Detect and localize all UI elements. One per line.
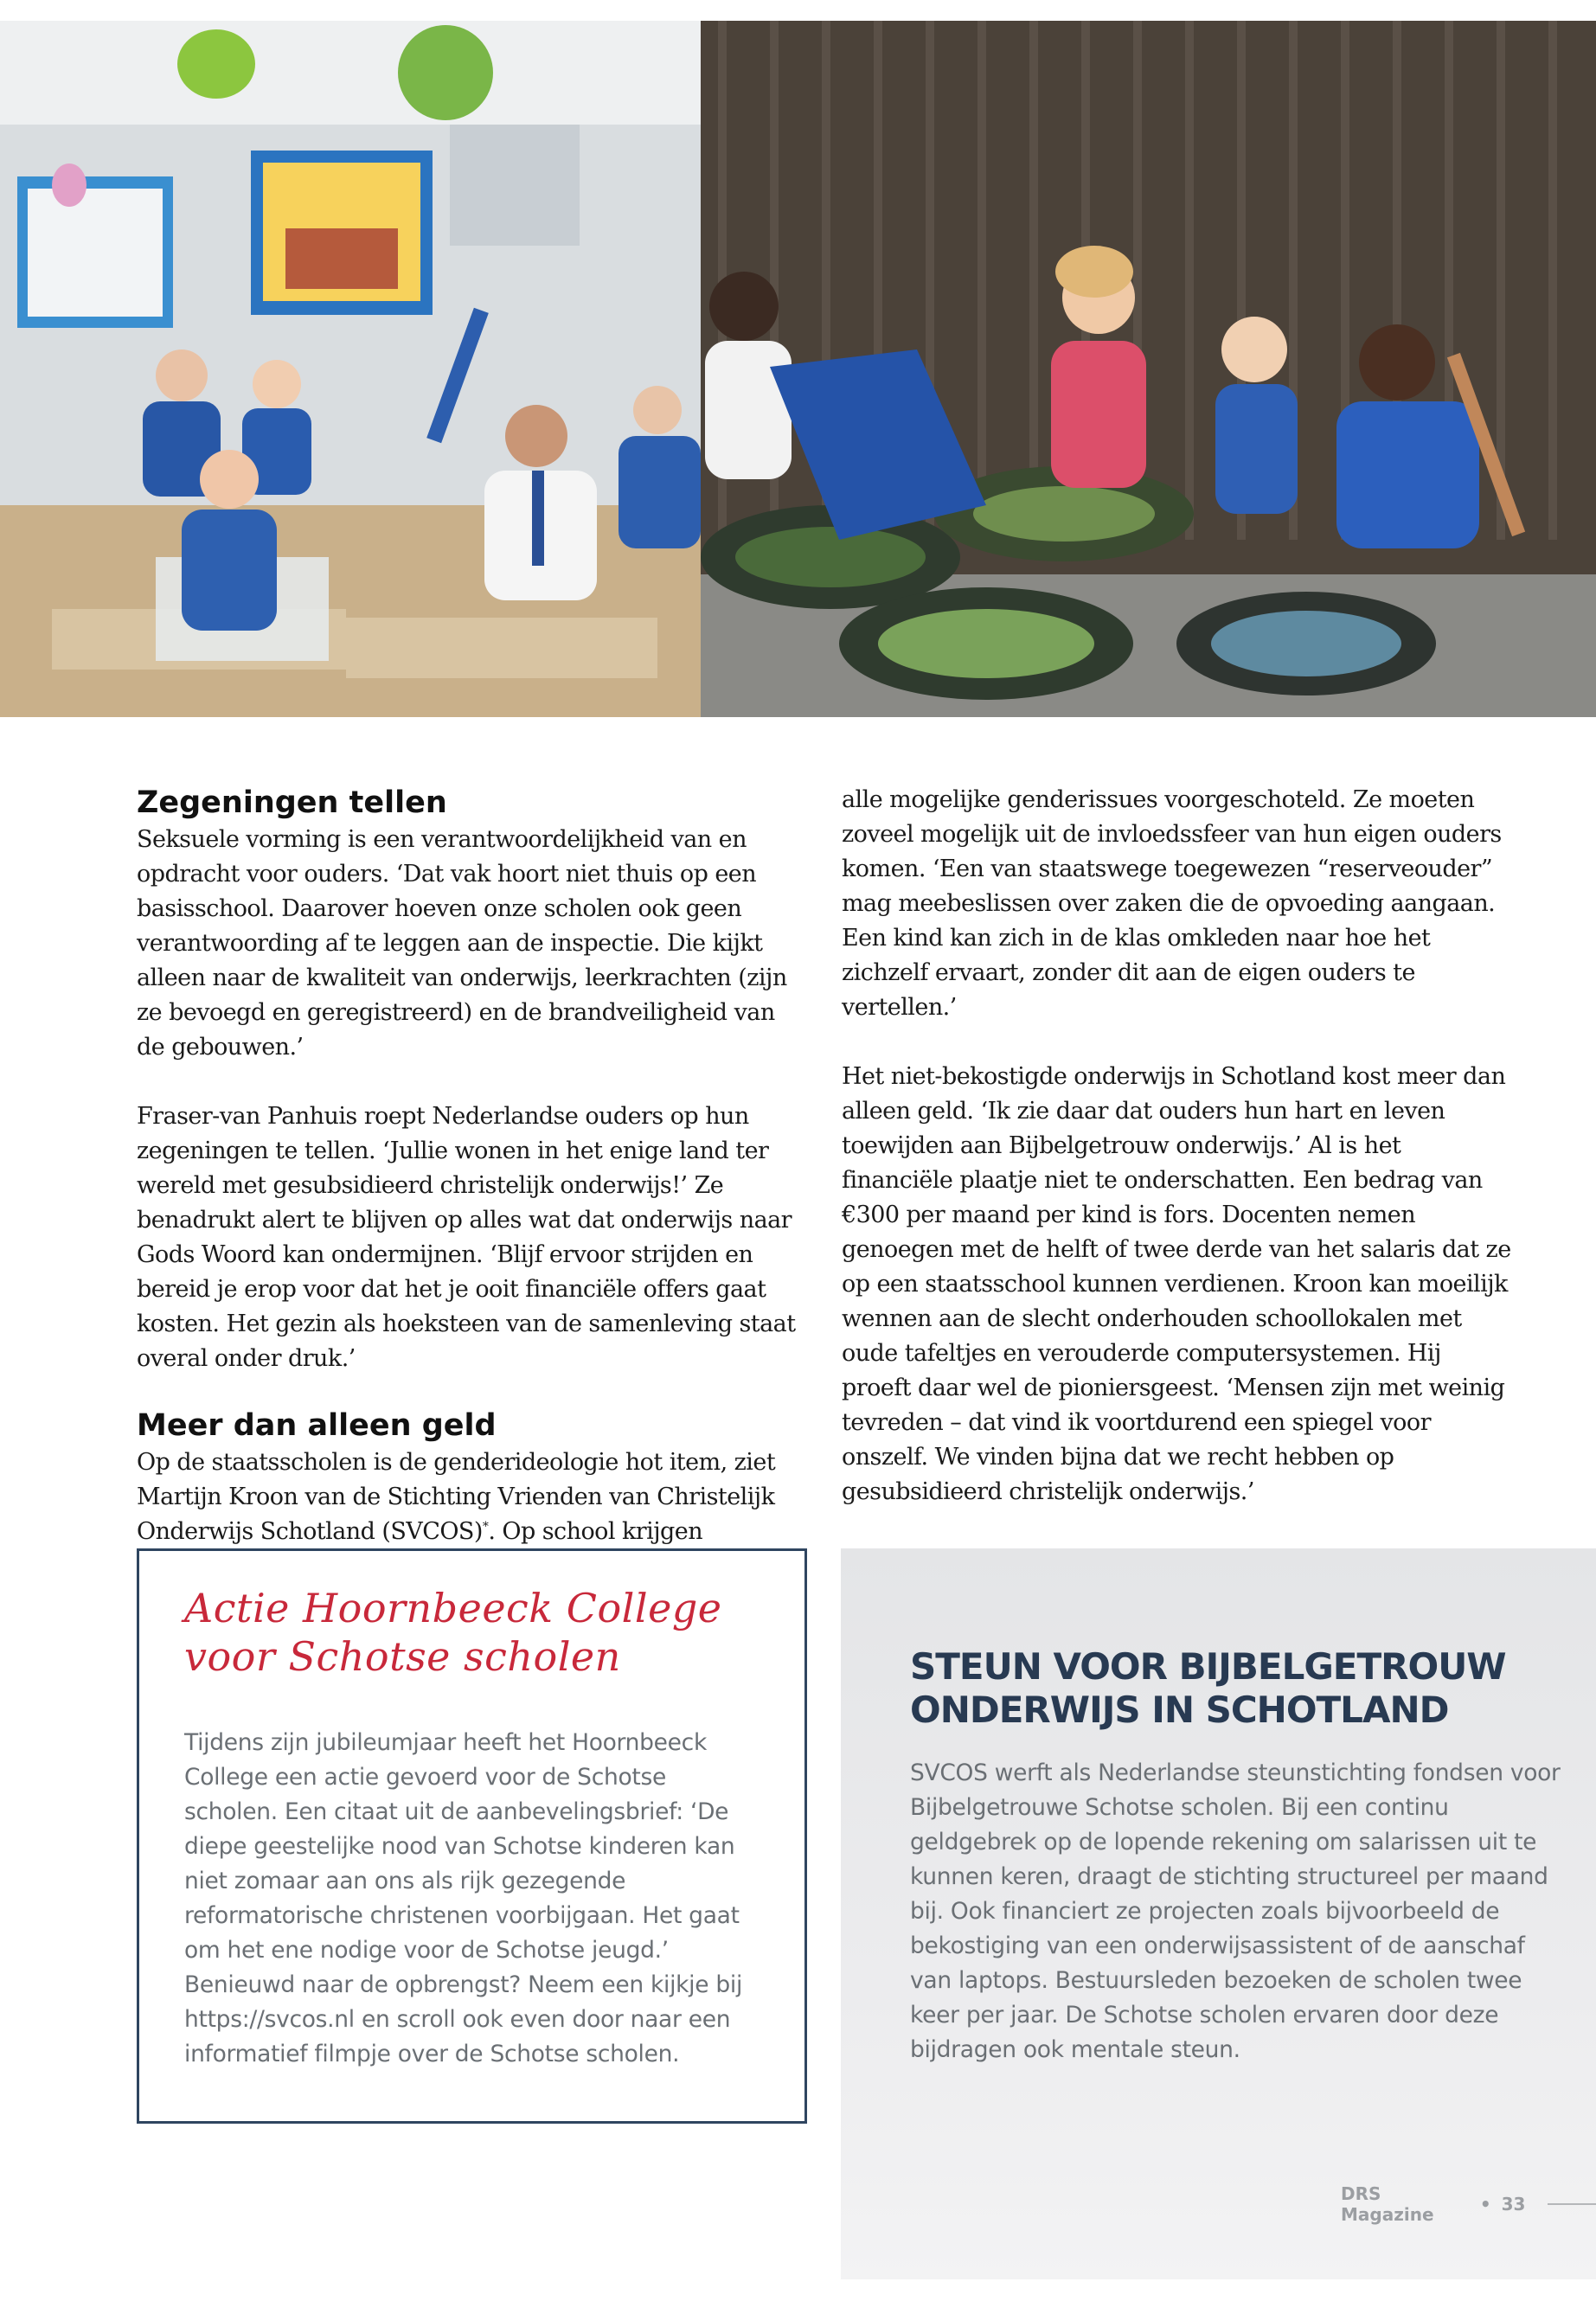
footer-separator: • bbox=[1479, 2194, 1491, 2214]
heading-meer-dan-alleen-geld: Meer dan alleen geld bbox=[137, 1408, 497, 1443]
paragraph: Het niet-bekostigde onderwijs in Schotland kost meer dan alleen geld. ‘Ik zie daar dat ouders hun hart en leven toewijden aan Bijbelgetrouw onderwijs.’ Al is het financiële plaatje niet te onderschatten. Een bedrag van €300 per maand per kind is fors. Docenten nemen genoegen met de helft of twee derde van het salaris dat ze op een staatsschool kunnen verdienen. Kroon kan moeilijk wennen aan de slecht onderhouden schoollokalen met oude tafeltjes en verouderde computersystemen. Hij proeft daar wel de pioniersgeest. ‘Mensen zijn met weinig tevreden – dat vind ik voortdurend een spiegel voor onszelf. We vinden bijna dat we recht hebben op gesubsidieerd christelijk onderwijs.’ bbox=[842, 1063, 1511, 1505]
box-title-line: voor Schotse scholen bbox=[184, 1633, 621, 1680]
paragraph-text: . Op school krijgen bbox=[488, 1518, 703, 1545]
paragraph-text: Op de staatsscholen is de genderideologie hot item, ziet Martijn Kroon van de Stichting Vrienden van Christelijk Onderwijs Schotland (SVCOS) bbox=[137, 1449, 776, 1545]
box-title bbox=[184, 1584, 761, 1681]
footnote-marker: * bbox=[482, 1520, 489, 1534]
paragraph: Seksuele vorming is een verantwoordelijkheid van en opdracht voor ouders. ‘Dat vak hoort niet thuis op een basisschool. Daarover hoeven onze scholen ook geen verantwoording af te leggen aan de inspectie. Die kijkt alleen naar de kwaliteit van onderwijs, leerkrachten (zijn ze bevoegd en geregistreerd) en de brandveiligheid van de gebouwen.’ bbox=[137, 826, 787, 1061]
box-title-line: Actie Hoornbeeck College bbox=[184, 1585, 722, 1631]
footer-rule bbox=[1548, 2203, 1596, 2205]
hoornbeeck-action-box bbox=[137, 1548, 807, 2124]
paragraph: Fraser-van Panhuis roept Nederlandse ouders op hun zegeningen te tellen. ‘Jullie wonen in het enige land ter wereld met gesubsidieerd christelijk onderwijs!’ Ze benadrukt alert te blijven op alles wat dat onderwijs naar Gods Woord kan ondermijnen. ‘Blijf ervoor strijden en bereid je erop voor dat het je ooit financiële offers gaat kosten. Het gezin als hoeksteen van de samenleving staat overal onder druk.’ bbox=[137, 1103, 796, 1372]
article-column-left bbox=[137, 783, 807, 1618]
page-footer bbox=[1341, 2183, 1596, 2225]
box-title bbox=[910, 1645, 1561, 1732]
article-column-right bbox=[842, 783, 1512, 1618]
box-title-line: ONDERWIJS IN SCHOTLAND bbox=[910, 1689, 1449, 1731]
paragraph: alle mogelijke genderissues voorgeschoteld. Ze moeten zoveel mogelijk uit de invloedssfeer van hun eigen ouders komen. ‘Een van staatswege toegewezen “reserveouder” mag meebeslissen over zaken die de opvoeding aangaan. Een kind kan zich in de klas omkleden naar hoe het zichzelf ervaart, zonder dit aan de eigen ouders te vertellen.’ bbox=[842, 786, 1502, 1021]
heading-zegeningen-tellen: Zegeningen tellen bbox=[137, 785, 447, 820]
article-body bbox=[137, 783, 1512, 1618]
box-body: Tijdens zijn jubileumjaar heeft het Hoornbeeck College een actie gevoerd voor de Schotse scholen. Een citaat uit de aanbevelingsbrief: ‘De diepe geestelijke nood van Schotse kinderen kan niet zomaar aan ons als rijk gezegende reformatorische christenen voorbijgaan. Het gaat om het ene nodige voor de Schotse jeugd.’ Benieuwd naar de opbrengst? Neem een kijkje bij https://svcos.nl en scroll ook even door naar een informatief filmpje over de Schotse scholen. bbox=[184, 1729, 743, 2067]
photo-strip bbox=[0, 21, 1596, 717]
page-number: 33 bbox=[1501, 2194, 1526, 2214]
box-title-line: STEUN VOOR BIJBELGETROUW bbox=[910, 1645, 1506, 1688]
classroom-photo bbox=[0, 21, 701, 717]
magazine-name: DRS Magazine bbox=[1341, 2183, 1434, 2225]
playground-photo bbox=[701, 21, 1596, 717]
svcos-support-box bbox=[841, 1548, 1596, 2279]
box-body: SVCOS werft als Nederlandse steunstichting fondsen voor Bijbelgetrouwe Schotse scholen. Bij een continu geldgebrek op de lopende rekening om salarissen uit te kunnen keren, draagt de stichting structureel per maand bij. Ook financiert ze projecten zoals bijvoorbeeld de bekostiging van een onderwijsassistent of de aanschaf van laptops. Bestuursleden bezoeken de scholen twee keer per jaar. De Schotse scholen ervaren door deze bijdragen ook mentale steun. bbox=[910, 1759, 1561, 2063]
